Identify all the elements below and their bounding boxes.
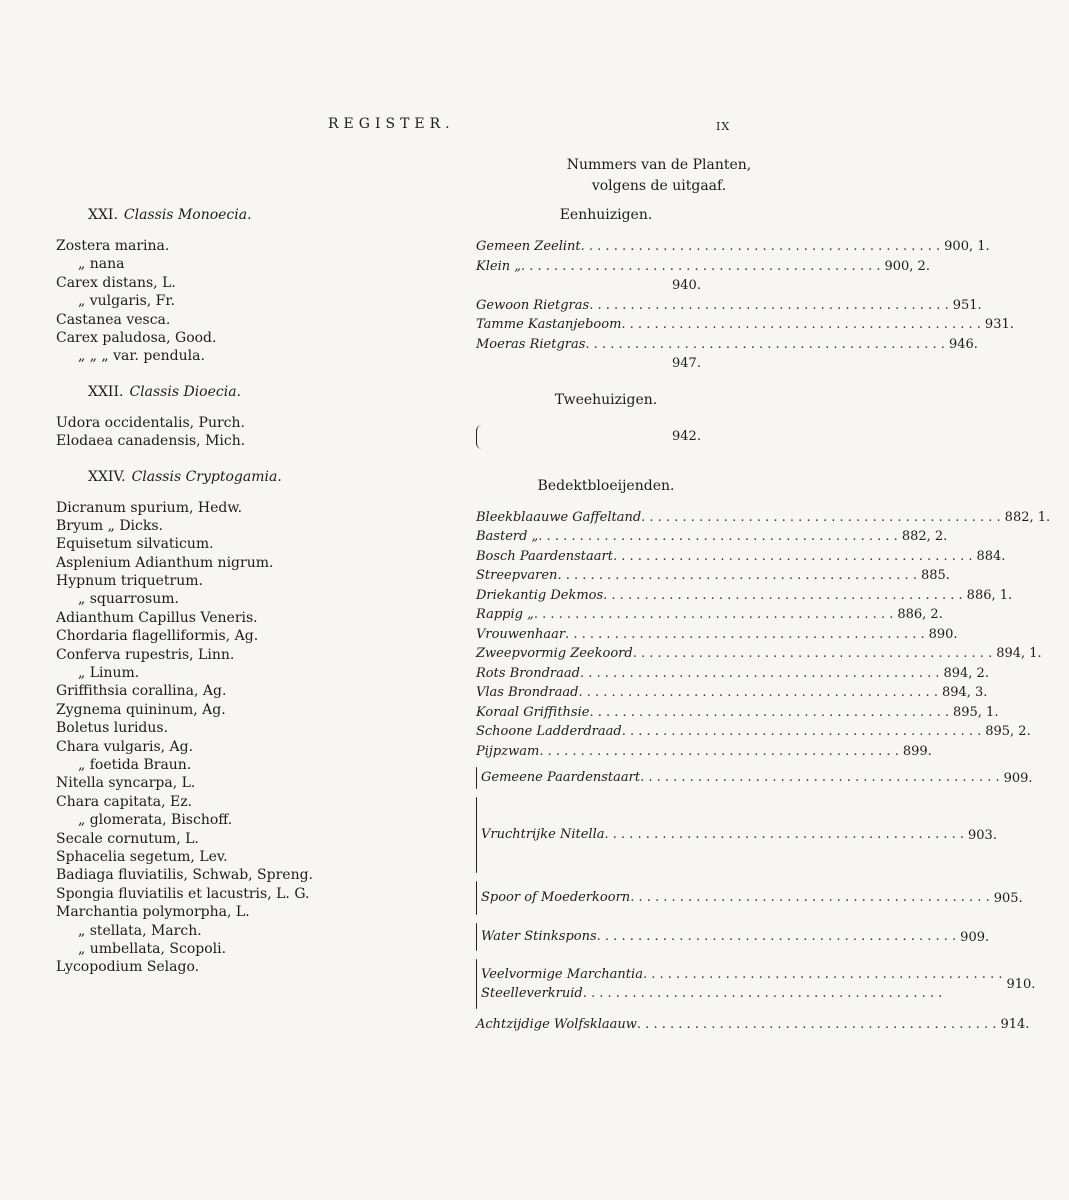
register-entry <box>476 354 736 374</box>
register-entry <box>476 722 1031 742</box>
register-entry <box>476 276 736 296</box>
plant-number: 951. <box>952 297 982 313</box>
plant-name: Schoone Ladderdraad <box>476 724 622 739</box>
plant-number: 899. <box>902 743 932 759</box>
plant-number: 903. <box>968 827 997 843</box>
group-names <box>481 768 1000 788</box>
brace-mark <box>476 425 487 449</box>
latin-name-entry: Spongia fluviatilis et lacustris, L. G. <box>56 885 310 902</box>
plant-number: 947. <box>672 356 701 371</box>
latin-name-entry: Equisetum silvaticum. <box>56 536 214 553</box>
register-entry <box>476 315 1014 335</box>
heading-gap <box>476 225 736 237</box>
latin-name-entry: Chordaria flagelliformis, Ag. <box>56 628 259 645</box>
leader-dots <box>630 888 990 908</box>
leader-dots <box>622 722 982 742</box>
dutch-names-column <box>476 205 1051 1035</box>
plant-number: 900, 2. <box>884 258 930 274</box>
register-entry <box>481 984 1002 1004</box>
plant-name: Streepvaren <box>476 568 558 583</box>
leader-dots <box>621 315 981 335</box>
leader-dots <box>604 825 964 845</box>
plant-number: 882, 1. <box>1004 509 1051 525</box>
brace-mark <box>476 767 477 789</box>
plant-name: Pijpzwam <box>476 743 540 759</box>
leader-dots <box>557 566 917 586</box>
page-number: IX <box>716 120 731 133</box>
register-entry <box>476 625 958 645</box>
plant-number: 885. <box>920 568 950 583</box>
latin-name-entry: Castanea vesca. <box>56 311 171 328</box>
plant-number: 914. <box>1000 1017 1030 1032</box>
latin-name-entry: Zygnema quininum, Ag. <box>56 701 226 718</box>
latin-name-entry: „ vulgaris, Fr. <box>78 293 175 310</box>
leader-dots <box>613 547 973 567</box>
latin-name-entry: Badiaga fluviatilis, Schwab, Spreng. <box>56 867 314 884</box>
register-entry <box>476 664 989 684</box>
register-entry <box>476 257 930 277</box>
classis-heading <box>88 382 356 402</box>
plant-name: Zweepvormig Zeekoord <box>476 646 633 661</box>
register-entry <box>476 296 982 316</box>
plant-name: Bleekblaauwe Gaffeltand <box>476 509 642 525</box>
section-spacer <box>476 460 736 476</box>
latin-name-entry: Secale cornutum, L. <box>56 830 199 847</box>
register-entry <box>481 965 1002 985</box>
leader-dots <box>578 683 938 703</box>
brace-mark <box>476 797 477 873</box>
heading-gap <box>476 496 736 508</box>
latin-name-entry: „ nana <box>78 256 125 273</box>
register-entry <box>481 888 990 908</box>
latin-name-entry: „ umbellata, Scopoli. <box>78 940 227 957</box>
plant-number: 894, 1. <box>996 646 1042 661</box>
latin-name-entry: Nitella syncarpa, L. <box>56 775 196 792</box>
leader-dots <box>534 605 894 625</box>
plant-number: 946. <box>948 336 978 352</box>
register-entry <box>476 508 1051 528</box>
group-names <box>481 965 1002 1004</box>
classis-name: Classis Dioecia. <box>129 383 242 400</box>
register-entry <box>481 927 956 947</box>
leader-dots <box>581 237 941 257</box>
latin-name-entry: Griffithsia corallina, Ag. <box>56 683 227 700</box>
plant-name: Water Stinkspons <box>481 929 597 945</box>
latin-name-entry: Sphacelia segetum, Lev. <box>56 848 228 865</box>
brace-mark <box>476 959 477 1009</box>
register-entry <box>476 742 932 762</box>
register-entry <box>476 683 988 703</box>
plant-name: Vlas Brondraad <box>476 685 579 700</box>
group-names <box>481 927 956 947</box>
leader-dots <box>597 927 957 947</box>
plant-number: 910. <box>1006 976 1036 992</box>
plant-number: 895, 2. <box>985 724 1031 739</box>
latin-name-entry: Elodaea canadensis, Mich. <box>56 433 246 450</box>
plant-number: 882, 2. <box>901 529 948 544</box>
register-entry <box>476 237 990 257</box>
leader-dots <box>539 742 899 762</box>
plant-number: 894, 3. <box>941 685 988 700</box>
leader-dots <box>633 644 993 664</box>
register-entry <box>481 768 1000 788</box>
leader-dots <box>603 586 963 606</box>
section-spacer <box>56 451 356 467</box>
plant-name: Moeras Rietgras <box>476 336 586 352</box>
plant-name: Vruchtrijke Nitella <box>481 827 605 843</box>
plant-number: 931. <box>984 317 1014 332</box>
latin-name-entry: Dicranum spurium, Hedw. <box>56 499 243 516</box>
latin-name-entry: „ glomerata, Bischoff. <box>78 812 233 829</box>
heading-gap <box>56 225 356 237</box>
plant-number: 894, 2. <box>943 665 989 681</box>
latin-name-entry: Carex distans, L. <box>56 274 176 291</box>
classis-numeral: XXI. <box>88 207 118 223</box>
register-group <box>476 879 1023 917</box>
plant-name: Gemeen Zeelint <box>476 239 581 254</box>
register-entry <box>476 605 943 625</box>
leader-dots <box>583 984 1003 1004</box>
latin-name-entry: „ Linum. <box>78 665 140 682</box>
register-group <box>476 414 736 460</box>
latin-name-entry: „ „ „ var. pendula. <box>78 348 205 365</box>
leader-dots <box>589 703 949 723</box>
plant-name: Koraal Griffithsie <box>476 704 590 720</box>
plant-name: Driekantig Dekmos <box>476 587 604 603</box>
classis-numeral: XXII. <box>88 383 124 400</box>
register-entry <box>476 566 950 586</box>
leader-dots <box>589 296 949 316</box>
latin-name-entry: Asplenium Adianthum nigrum. <box>56 554 274 571</box>
group-names <box>481 888 990 908</box>
classis-heading <box>88 205 356 225</box>
section-heading: Bedektbloeijenden. <box>537 477 675 494</box>
register-entry <box>476 1015 1030 1035</box>
classis-name: Classis Cryptogamia. <box>131 468 282 485</box>
latin-name-entry: „ stellata, March. <box>78 922 202 939</box>
plant-number: 886, 1. <box>966 587 1013 603</box>
latin-name-entry: Boletus luridus. <box>56 720 169 737</box>
leader-dots <box>643 965 1003 985</box>
numbers-note <box>566 155 752 197</box>
plant-number: 909. <box>1003 770 1033 786</box>
plant-number: 890. <box>928 626 958 642</box>
register-entry <box>476 547 1006 567</box>
heading-gap <box>56 402 356 414</box>
brace-mark <box>476 881 477 915</box>
plant-number: 909. <box>960 929 990 945</box>
register-group <box>476 795 997 875</box>
plant-name: Rots Brondraad <box>476 665 580 681</box>
latin-names-column <box>56 205 356 977</box>
plant-name: Gewoon Rietgras <box>476 297 590 313</box>
leader-dots <box>641 508 1001 528</box>
latin-name-entry: Conferva rupestris, Linn. <box>56 646 235 663</box>
latin-name-entry: Adianthum Capillus Veneris. <box>56 609 258 626</box>
plant-name: Spoor of Moederkoorn <box>481 890 631 906</box>
plant-name: Veelvormige Marchantia <box>481 966 643 982</box>
plant-name: Achtzijdige Wolfsklaauw <box>476 1017 637 1032</box>
numbers-note-line: volgens de uitgaaf. <box>591 178 727 194</box>
plant-number: 895, 1. <box>952 704 999 720</box>
leader-dots <box>538 527 898 547</box>
leader-dots <box>565 625 925 645</box>
plant-name: Steelleverkruid <box>481 986 583 1001</box>
heading-gap <box>56 487 356 499</box>
plant-number: 884. <box>976 548 1006 564</box>
latin-name-entry: Udora occidentalis, Purch. <box>56 414 245 431</box>
plant-name: Gemeene Paardenstaart <box>481 770 641 786</box>
classis-name: Classis Monoecia. <box>123 207 252 223</box>
latin-name-entry: Hypnum triquetrum. <box>56 573 203 590</box>
latin-name-entry: Carex paludosa, Good. <box>56 329 217 346</box>
plant-name: Rappig „ <box>476 607 534 622</box>
plant-number: 942. <box>672 429 701 444</box>
plant-number: 940. <box>672 278 701 293</box>
register-entry <box>476 527 948 547</box>
leader-dots <box>521 257 881 277</box>
plant-name: Klein „ <box>476 258 521 274</box>
plant-name: Basterd „ <box>476 529 539 544</box>
latin-name-entry: Chara vulgaris, Ag. <box>56 738 194 755</box>
plant-name: Bosch Paardenstaart <box>476 548 613 564</box>
latin-name-entry: Chara capitata, Ez. <box>56 793 193 810</box>
section-heading: Tweehuizigen. <box>554 391 658 408</box>
leader-dots <box>640 768 1000 788</box>
group-names <box>481 825 964 845</box>
register-group <box>476 921 990 953</box>
register-entry <box>476 335 978 355</box>
plant-name: Tamme Kastanjeboom <box>476 317 622 332</box>
classis-numeral: XXIV. <box>88 468 126 485</box>
register-entry <box>481 825 964 845</box>
latin-name-entry: Lycopodium Selago. <box>56 959 200 976</box>
register-entry <box>476 586 1013 606</box>
latin-name-entry: „ squarrosum. <box>78 591 179 608</box>
latin-name-entry: „ foetida Braun. <box>78 756 192 773</box>
numbers-note-line: Nummers van de Planten, <box>566 157 752 173</box>
register-entry <box>476 703 999 723</box>
plant-number: 886, 2. <box>897 607 943 622</box>
plant-number: 905. <box>993 890 1023 906</box>
leader-dots <box>585 335 945 355</box>
plant-number: 900, 1. <box>944 239 990 254</box>
page-title: REGISTER. <box>328 116 455 132</box>
leader-dots <box>637 1015 997 1035</box>
latin-name-entry: Zostera marina. <box>56 238 170 254</box>
latin-name-entry: Bryum „ Dicks. <box>56 517 163 534</box>
register-group <box>476 765 1033 791</box>
brace-mark <box>476 923 477 951</box>
leader-dots <box>580 664 940 684</box>
register-group <box>476 957 1036 1011</box>
classis-heading <box>88 467 356 487</box>
section-spacer <box>56 366 356 382</box>
section-heading: Eenhuizigen. <box>559 207 653 223</box>
latin-name-entry: Marchantia polymorpha, L. <box>56 904 250 921</box>
plant-name: Vrouwenhaar <box>476 626 566 642</box>
section-spacer <box>476 374 736 390</box>
register-entry <box>476 644 1042 664</box>
